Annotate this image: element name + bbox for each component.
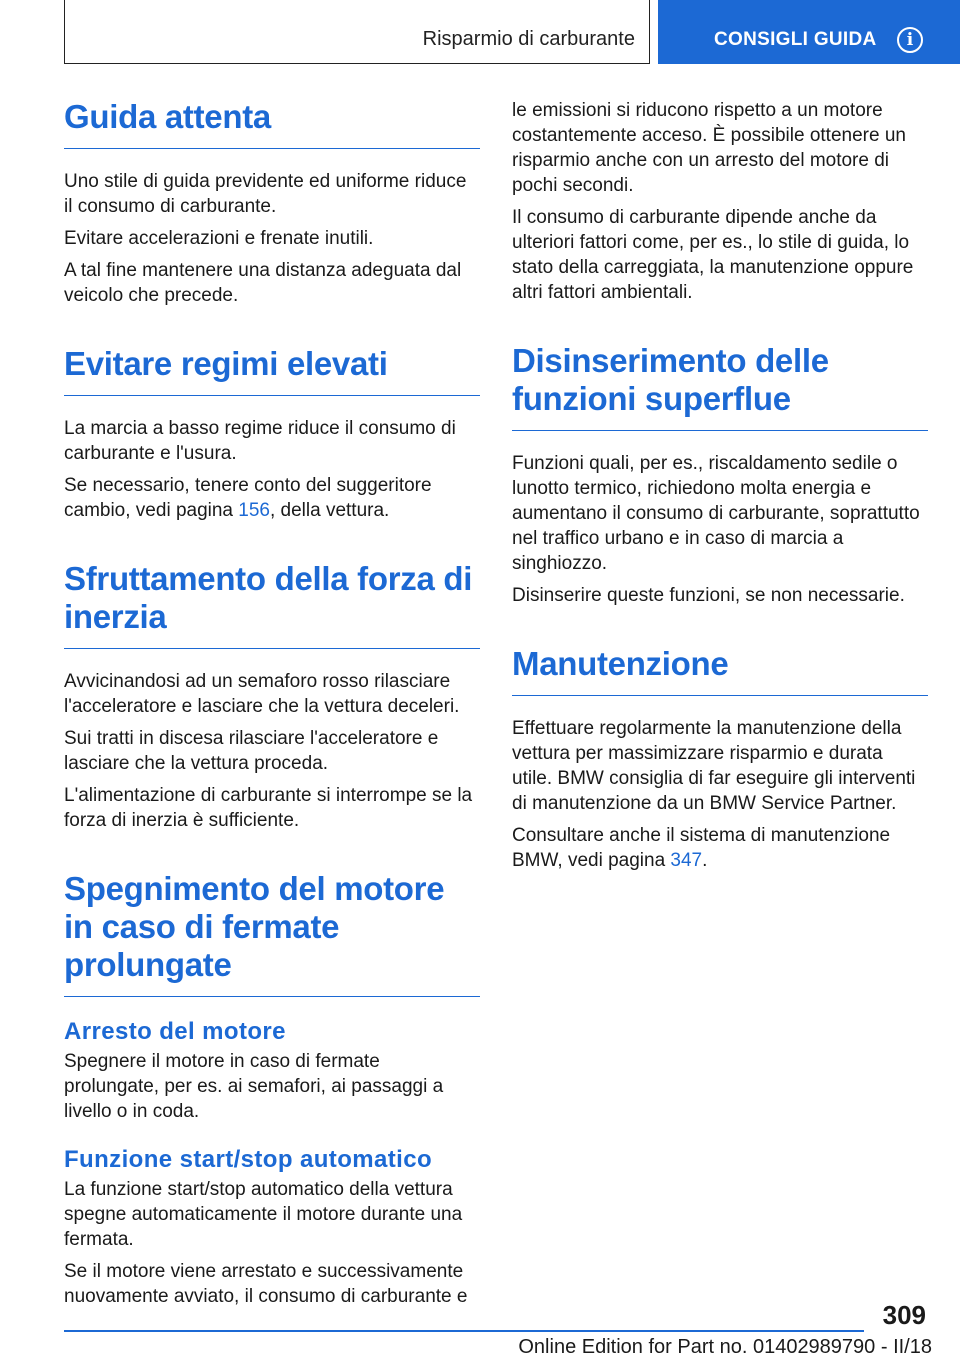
paragraph-text: Consultare anche il sistema di manutenzione BMW, vedi pagina [512, 825, 891, 871]
paragraph: Sui tratti in discesa rilasciare l'acceleratore e lasciare che la vettura proceda. [64, 728, 439, 774]
paragraph: Effettuare regolarmente la manutenzione della vettura per massimizzare risparmio e durata utile. BMW consiglia di far eseguire gli interventi di manutenzione da un BMW Service Partner. [512, 718, 916, 814]
paragraph: Spegnere il motore in caso di fermate prolungate, per es. ai semafori, ai passaggi a livello o in coda. [64, 1051, 444, 1122]
paragraph: La funzione start/stop automatico della vettura spegne automaticamente il motore durante una fermata. [64, 1179, 463, 1250]
paragraph: Se il motore viene arrestato e successivamente nuovamente avviato, il consumo di carburante e [64, 1261, 468, 1307]
heading-evitare-regimi: Evitare regimi elevati [64, 345, 480, 396]
footer-divider [64, 1330, 864, 1332]
info-icon[interactable]: i [897, 27, 923, 53]
paragraph: La marcia a basso regime riduce il consumo di carburante e l'usura. [64, 418, 456, 464]
subheading-start-stop: Funzione start/stop automatico [64, 1146, 433, 1173]
paragraph-text: . [702, 850, 708, 871]
page-reference-link[interactable]: 156 [238, 500, 270, 521]
heading-forza-inerzia: Sfruttamento della forza di inerzia [64, 560, 480, 649]
paragraph: Avvicinandosi ad un semaforo rosso rilasciare l'acceleratore e lasciare che la vettura deceleri. [64, 671, 460, 717]
header-section-box [64, 0, 650, 64]
paragraph [512, 823, 928, 873]
paragraph: le emissioni si riducono rispetto a un motore costantemente acceso. È possibile ottenere un risparmio anche con un arresto del motore di pochi secondi. [512, 100, 906, 196]
paragraph: A tal fine mantenere una distanza adeguata dal veicolo che precede. [64, 260, 462, 306]
paragraph: Disinserire queste funzioni, se non necessarie. [512, 585, 905, 606]
paragraph [64, 473, 480, 523]
paragraph: Funzioni quali, per es., riscaldamento sedile o lunotto termico, richiedono molta energia e aumentano il consumo di carburante, soprattutto nel traffico urbano e in caso di marcia a singhiozzo. [512, 453, 920, 574]
paragraph: Uno stile di guida previdente ed uniforme riduce il consumo di carburante. [64, 171, 467, 217]
subheading-arresto-motore: Arresto del motore [64, 1018, 286, 1045]
footer-edition: Online Edition for Part no. 01402989790 - II/18 [518, 1336, 932, 1358]
heading-disinserimento: Disinserimento delle funzioni superflue [512, 342, 928, 431]
heading-manutenzione: Manutenzione [512, 645, 928, 696]
page-reference-link[interactable]: 347 [670, 850, 703, 871]
paragraph-text: Se necessario, tenere conto del suggeritore cambio, vedi pagina [64, 475, 432, 521]
heading-guida-attenta: Guida attenta [64, 98, 480, 149]
section-title: Risparmio di carburante [422, 28, 635, 50]
paragraph: Il consumo di carburante dipende anche da ulteriori fattori come, per es., lo stile di guida, lo stato della carreggiata, la manutenzione oppure altri fattori ambientali. [512, 207, 914, 303]
left-column [64, 98, 480, 1316]
chapter-label: CONSIGLI GUIDA [714, 29, 877, 50]
paragraph: Evitare accelerazioni e frenate inutili. [64, 228, 374, 249]
paragraph: L'alimentazione di carburante si interrompe se la forza di inerzia è sufficiente. [64, 785, 473, 831]
page-number: 309 [882, 1300, 926, 1330]
paragraph-text: , della vettura. [269, 500, 390, 521]
heading-spegnimento-motore: Spegnimento del motore in caso di fermate prolungate [64, 870, 480, 997]
chapter-tab[interactable] [658, 0, 960, 64]
right-column [512, 98, 928, 880]
